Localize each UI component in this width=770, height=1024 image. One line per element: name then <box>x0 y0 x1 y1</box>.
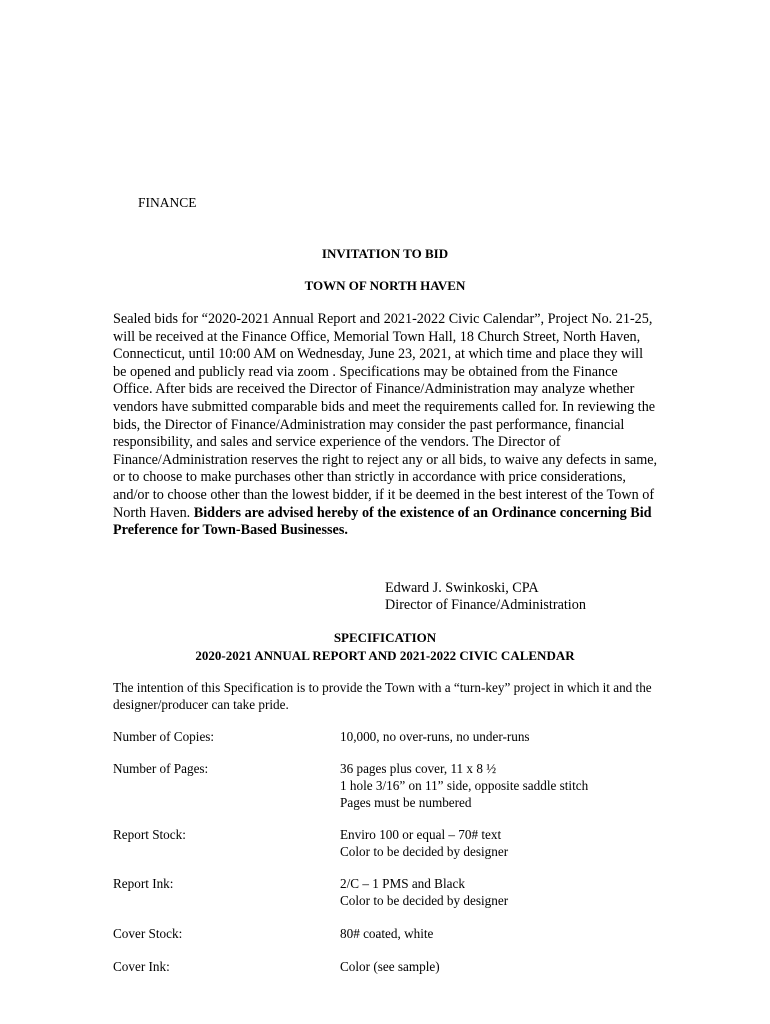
spec-row-value <box>340 827 508 861</box>
signature-title: Director of Finance/Administration <box>385 597 586 613</box>
spec-row-value <box>340 959 440 976</box>
spec-value-line: 80# coated, white <box>340 926 434 941</box>
signature-name: Edward J. Swinkoski, CPA <box>385 580 539 596</box>
bid-paragraph <box>113 311 658 540</box>
spec-row-label: Number of Copies: <box>113 729 215 744</box>
spec-value-line: Pages must be numbered <box>340 794 472 810</box>
specification-intro: The intention of this Specification is to provide the Town with a “turn-key” project in which it and the designer/producer can take pride. <box>113 680 652 712</box>
spec-row-label: Report Stock: <box>113 827 186 842</box>
spec-value-line: 36 pages plus cover, 11 x 8 ½ <box>340 761 497 776</box>
spec-row-label: Cover Ink: <box>113 959 170 974</box>
document-subtitle: TOWN OF NORTH HAVEN <box>304 278 466 293</box>
spec-row-value <box>340 761 588 811</box>
spec-value-line: Color (see sample) <box>340 959 440 974</box>
spec-row-value <box>340 876 508 910</box>
spec-value-line: Color to be decided by designer <box>340 892 509 908</box>
spec-value-line: 1 hole 3/16” on 11” side, opposite saddle stitch <box>340 777 589 793</box>
spec-row-label: Number of Pages: <box>113 761 209 776</box>
department-label: FINANCE <box>138 195 197 210</box>
bid-paragraph-text: Sealed bids for “2020-2021 Annual Report and 2021-2022 Civic Calendar”, Project No. 21-25, will be received at the Finance Office, Memorial Town Hall, 18 Church Street, North Haven, Connecticut, until 10:00 AM on Wednesday, June 23, 2021, at which time and place they will be opened and publicly read via zoom . Specifications may be obtained from the Finance Office. After bids are received the Director of Finance/Administration may analyze whether vendors have submitted comparable bids and meet the requirements called for. In reviewing the bids, the Director of Finance/Administration may consider the past performance, financial responsibility, and sales and service experience of the vendors. The Director of Finance/Administration reserves the right to reject any or all bids, to waive any defects in same, or to choose to make purchases other than strictly in accordance with price considerations, and/or to choose other than the lowest bidder, if it be deemed in the best interest of the Town of North Haven. <box>113 311 658 521</box>
spec-row-value <box>340 729 530 746</box>
spec-row-label: Report Ink: <box>113 876 174 891</box>
spec-value-line: Enviro 100 or equal – 70# text <box>340 827 502 842</box>
spec-value-line: 10,000, no over-runs, no under-runs <box>340 729 530 744</box>
specification-subheading: 2020-2021 ANNUAL REPORT AND 2021-2022 CIVIC CALENDAR <box>195 648 575 663</box>
spec-value-line: Color to be decided by designer <box>340 843 509 859</box>
specification-heading: SPECIFICATION <box>333 630 437 645</box>
bid-preference-notice: Bidders are advised hereby of the existence of an Ordinance concerning Bid Preference for Town-Based Businesses. <box>113 504 652 539</box>
document-title: INVITATION TO BID <box>321 246 449 261</box>
spec-value-line: 2/C – 1 PMS and Black <box>340 876 465 891</box>
spec-row-label: Cover Stock: <box>113 926 183 941</box>
spec-row-value <box>340 926 433 943</box>
